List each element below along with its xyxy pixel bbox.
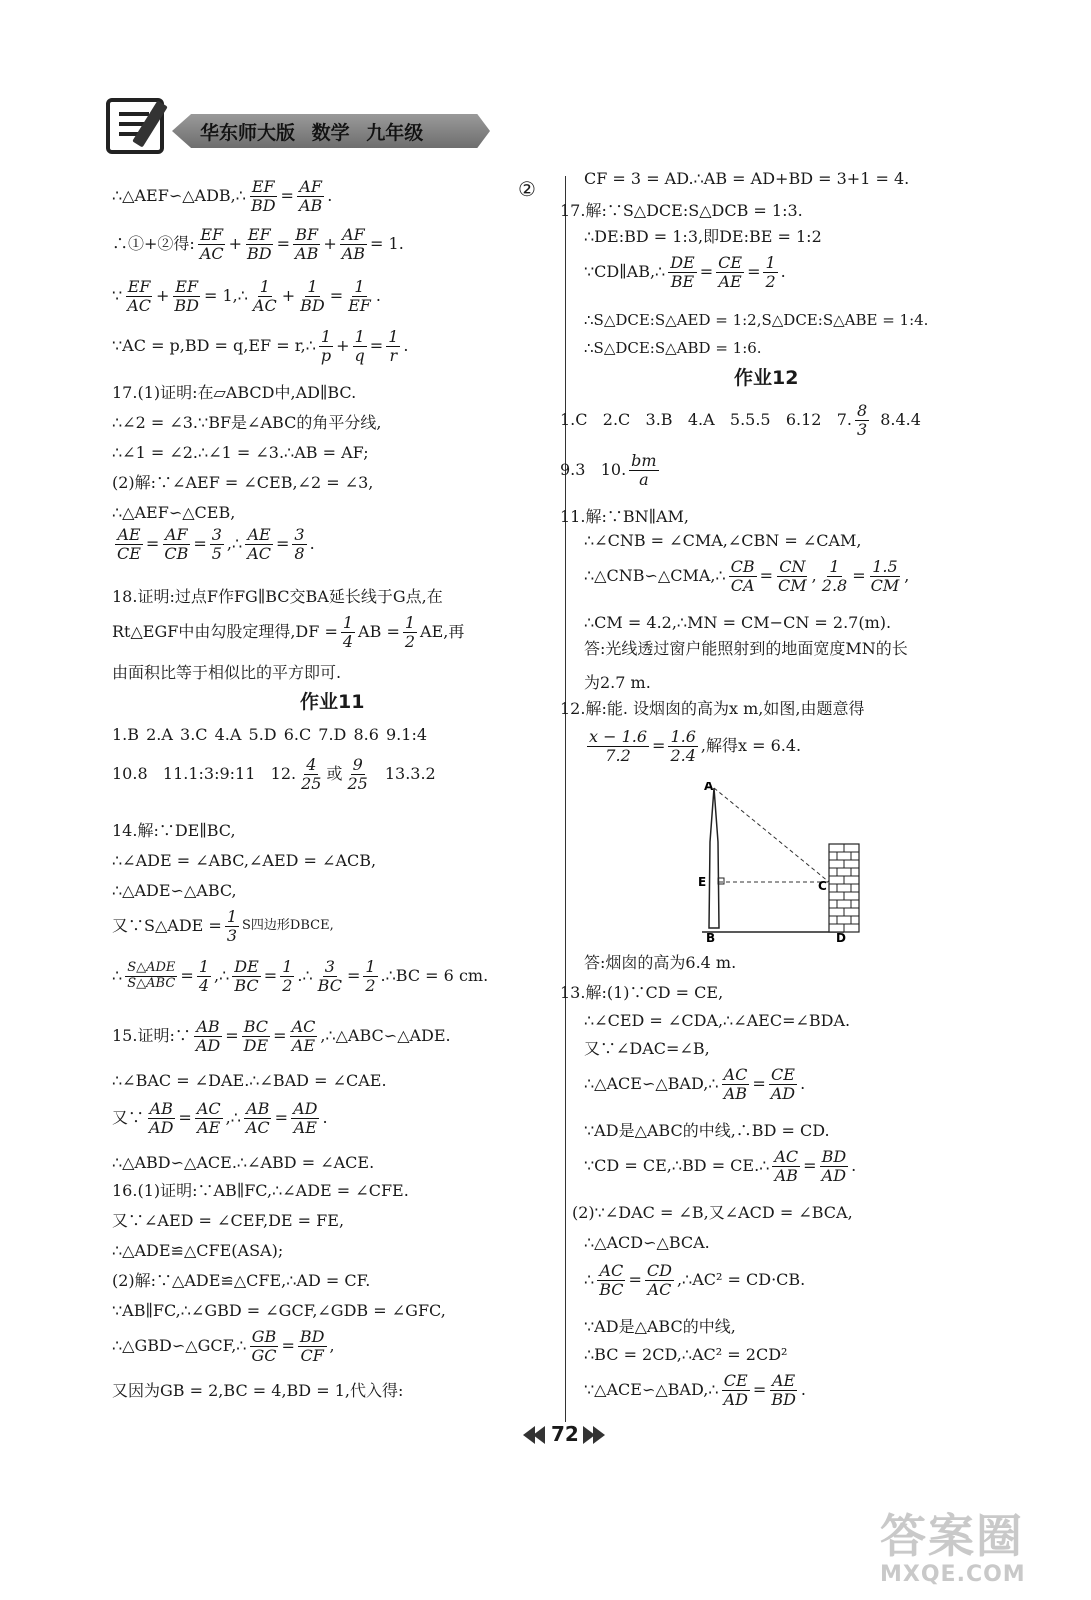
text-line: $\frac{x - 1.6}{7.2}$ = $\frac{1.6}{2.4}$ ,解得x = 6.4.: [589, 727, 802, 765]
fraction: $\frac{EF}{AC}$: [127, 277, 151, 315]
text-line: 答:光线透过窗户能照射到的地面宽度MN的长: [584, 639, 908, 658]
page-number-text: 72: [551, 1422, 579, 1446]
fraction: $\frac{BD}{AD}$: [821, 1147, 847, 1185]
text-line: ∴△ABD∽△ACE.∴∠ABD = ∠ACE.: [112, 1153, 375, 1172]
fraction: $\frac{EF}{AC}$: [199, 225, 224, 263]
text-line: ∴BC = 2CD,∴AC² = 2CD²: [584, 1345, 788, 1364]
fraction: $\frac{1}{4}$: [342, 613, 354, 651]
fraction: $\frac{AB}{AD}$: [149, 1099, 174, 1137]
text-line: 11.解:∵BN∥AM,: [560, 507, 690, 526]
text-line: ∴△ADE∽△ABC,: [112, 881, 237, 900]
fraction: $\frac{BC}{DE}$: [243, 1017, 269, 1055]
text-line: ∴△CNB∽△CMA,∴ $\frac{CB}{CA}$ = $\frac{CN}{CM}$ , $\frac{1}{2.8}$ = $\frac{1.5}{CM}$ ,: [584, 557, 910, 595]
equation-marker: ②: [518, 177, 536, 201]
fraction: $\frac{CE}{AD}$: [723, 1371, 748, 1409]
label-c: C: [818, 879, 827, 893]
text-line: 又∵∠DAC=∠B,: [584, 1039, 710, 1058]
fraction: $\frac{1}{4}$: [198, 957, 209, 995]
page-header: [100, 92, 500, 162]
text-line: ∴△AEF∽△ADB,∴ $\frac{EF}{BD}$ = $\frac{AF}{AB}$ .: [112, 177, 333, 215]
text-line: ∴∠2 = ∠3.∵BF是∠ABC的角平分线,: [112, 413, 382, 432]
label-e: E: [698, 875, 707, 889]
fraction: $\frac{9}{25}$: [347, 755, 368, 793]
text-line: ∴∠BAC = ∠DAE.∴∠BAD = ∠CAE.: [112, 1071, 387, 1090]
text-line: ∴△AEF∽△CEB,: [112, 503, 236, 522]
text-line: ∵△ACE∽△BAD,∴ $\frac{CE}{AD}$ = $\frac{AE}{BD}$ .: [584, 1371, 806, 1409]
fraction: $\frac{DE}{BE}$: [670, 253, 695, 291]
fraction: $\frac{1.5}{CM}$: [870, 557, 900, 595]
fraction: $\frac{1}{AC}$: [252, 277, 277, 315]
fraction: $\frac{1}{2}$: [765, 253, 776, 291]
text-line: ∵ $\frac{EF}{AC}$ + $\frac{EF}{BD}$ = 1,∴ $\frac{1}{AC}$ + $\frac{1}{BD}$ = $\frac{1}{EF}$ .: [112, 277, 381, 315]
fraction: $\frac{EF}{BD}$: [250, 177, 276, 215]
brick-wall: [829, 844, 859, 932]
fraction: $\frac{1}{p}$: [320, 327, 332, 365]
text-line: ∴∠CED = ∠CDA,∴∠AEC=∠BDA.: [584, 1011, 851, 1030]
text-line: ∵AC = p,BD = q,EF = r,∴ $\frac{1}{p}$ + $\frac{1}{q}$ = $\frac{1}{r}$ .: [112, 327, 409, 365]
text-line: 16.(1)证明:∵AB∥FC,∴∠ADE = ∠CFE.: [112, 1181, 409, 1200]
subject-name: 数学: [311, 122, 350, 144]
fraction: $\frac{AF}{CB}$: [164, 525, 189, 563]
fraction: $\frac{x - 1.6}{7.2}$: [589, 727, 648, 765]
watermark-url: MXQE.COM: [880, 1562, 1026, 1587]
fraction: $\frac{8}{3}$: [857, 401, 868, 439]
text-line: 又因为GB = 2,BC = 4,BD = 1,代入得:: [112, 1381, 404, 1400]
text-line: ∴△GBD∽△GCF,∴ $\frac{GB}{GC}$ = $\frac{BD}{CF}$ ,: [112, 1327, 335, 1365]
label-b: B: [706, 931, 716, 942]
text-line: 又∵∠AED = ∠CEF,DE = FE,: [112, 1211, 345, 1230]
fraction: $\frac{\text{S△ADE}}{\text{S△ABC}}$: [127, 960, 176, 991]
fraction: $\frac{AF}{AB}$: [298, 177, 323, 215]
fraction: $\frac{1.6}{2.4}$: [670, 727, 696, 765]
text-line: ∴∠1 = ∠2.∴∠1 = ∠3.∴AB = AF;: [112, 443, 369, 462]
sight-line: [714, 788, 829, 882]
fraction: $\frac{DE}{BC}$: [234, 957, 259, 995]
left-arrow-icon: [533, 1426, 545, 1444]
fraction: $\frac{CD}{AC}$: [646, 1261, 672, 1299]
text-line: ∴①+②得: $\frac{EF}{AC}$ + $\frac{EF}{BD}$ = $\frac{BF}{AB}$ + $\frac{AF}{AB}$ = 1.: [112, 225, 404, 263]
watermark-title: 答案圈: [880, 1509, 1024, 1563]
fraction: $\frac{AC}{AE}$: [196, 1099, 221, 1137]
text-line: $\frac{AE}{CE}$ = $\frac{AF}{CB}$ = $\frac{3}{5}$ ,∴ $\frac{AE}{AC}$ = $\frac{3}{8}$ .: [117, 525, 315, 563]
text-line: ∴△ACE∽△BAD,∴ $\frac{AC}{AB}$ = $\frac{CE}{AD}$ .: [584, 1065, 806, 1103]
fraction: $\frac{GB}{GC}$: [251, 1327, 277, 1365]
text-line: 为2.7 m.: [584, 673, 651, 692]
text-line: ∴DE:BD = 1:3,即DE:BE = 1:2: [584, 227, 822, 246]
fraction: $\frac{1}{r}$: [388, 327, 399, 365]
watermark-logo: [880, 1500, 1080, 1592]
fraction: $\frac{CE}{AD}$: [770, 1065, 796, 1103]
chimney-shape: [709, 788, 719, 928]
text-line: 17.解:∵S△DCE:S△DCB = 1:3.: [560, 201, 803, 220]
text-line: 答:烟囱的高为6.4 m.: [584, 953, 737, 972]
text-line: ∴△ADE≌△CFE(ASA);: [112, 1241, 284, 1260]
fraction: $\frac{AB}{AC}$: [245, 1099, 270, 1137]
answer-line: 9.3 10. $\frac{bm}{a}$: [560, 451, 657, 489]
text-line: ∴S△DCE:S△AED = 1:2,S△DCE:S△ABE = 1:4.: [584, 311, 929, 329]
text-line: ∵CD∥AB,∴ $\frac{DE}{BE}$ = $\frac{CE}{AE}$ = $\frac{1}{2}$ .: [584, 253, 786, 291]
text-line: 15.证明:∵ $\frac{AB}{AD}$ = $\frac{BC}{DE}$ = $\frac{AC}{AE}$ ,∴△ABC∽△ADE.: [112, 1017, 451, 1055]
text-line: (2)解:∵△ADE≌△CFE,∴AD = CF.: [112, 1271, 371, 1290]
text-line: ∴S△DCE:S△ABD = 1:6.: [584, 339, 762, 357]
fraction: $\frac{AD}{AE}$: [293, 1099, 318, 1137]
fraction: $\frac{1}{2}$: [365, 957, 376, 995]
header-title: [200, 118, 423, 145]
fraction: $\frac{bm}{a}$: [631, 451, 657, 489]
text-line: CF = 3 = AD.∴AB = AD+BD = 3+1 = 4.: [584, 169, 910, 188]
right-arrow-icon: [593, 1426, 605, 1444]
fraction: $\frac{1}{q}$: [354, 327, 365, 365]
fraction: $\frac{3}{BC}$: [317, 957, 342, 995]
fraction: $\frac{BF}{AB}$: [295, 225, 319, 263]
section-title: 作业11: [300, 691, 365, 713]
page-number: [521, 1420, 611, 1450]
text-line: ∵AD是△ABC的中线,: [584, 1317, 736, 1336]
text-line: 13.解:(1)∵CD = CE,: [560, 983, 724, 1002]
text-line: ∴CM = 4.2,∴MN = CM−CN = 2.7(m).: [584, 613, 892, 632]
fraction: $\frac{AE}{BD}$: [771, 1371, 796, 1409]
fraction: $\frac{3}{5}$: [211, 525, 222, 563]
text-line: ∴∠ADE = ∠ABC,∠AED = ∠ACB,: [112, 851, 377, 870]
fraction: $\frac{1}{2}$: [282, 957, 293, 995]
text-line: ∴△ACD∽△BCA.: [584, 1233, 710, 1252]
text-line: ∵CD = CE,∴BD = CE.∴ $\frac{AC}{AB}$ = $\frac{BD}{AD}$ .: [584, 1147, 857, 1185]
text-line: 又∵ $\frac{AB}{AD}$ = $\frac{AC}{AE}$ ,∴ $\frac{AB}{AC}$ = $\frac{AD}{AE}$ .: [112, 1099, 328, 1137]
fraction: $\frac{1}{BD}$: [300, 277, 325, 315]
text-line: ∵AD是△ABC的中线,∴BD = CD.: [584, 1121, 830, 1140]
column-divider: [565, 176, 566, 1422]
text-line: 17.(1)证明:在▱ABCD中,AD∥BC.: [112, 383, 357, 402]
fraction: $\frac{CN}{CM}$: [778, 557, 807, 595]
label-d: D: [836, 931, 846, 942]
chimney-figure: [694, 782, 884, 942]
text-line: 由面积比等于相似比的平方即可.: [112, 663, 342, 682]
section-title: 作业12: [734, 367, 799, 389]
fraction: $\frac{1}{EF}$: [348, 277, 371, 315]
text-line: 18.证明:过点F作FG∥BC交BA延长线于G点,在: [112, 587, 443, 606]
fraction: $\frac{1}{2}$: [404, 613, 416, 651]
text-line: ∴∠CNB = ∠CMA,∠CBN = ∠CAM,: [584, 531, 862, 550]
text-line: 又∵S△ADE = $\frac{1}{3}$ S四边形DBCE,: [112, 907, 334, 945]
fraction: $\frac{CE}{AE}$: [718, 253, 743, 291]
text-line: 12.解:能. 设烟囱的高为x m,如图,由题意得: [560, 699, 865, 718]
fraction: $\frac{EF}{BD}$: [174, 277, 199, 315]
fraction: $\frac{AC}{AE}$: [291, 1017, 316, 1055]
text-line: ∵AB∥FC,∴∠GBD = ∠GCF,∠GDB = ∠GFC,: [112, 1301, 446, 1320]
text-line: ∴ $\frac{AC}{BC}$ = $\frac{CD}{AC}$ ,∴AC² = CD·CB.: [584, 1261, 806, 1299]
fraction: $\frac{AF}{AB}$: [341, 225, 366, 263]
text-line: ∴ $\frac{\text{S△ADE}}{\text{S△ABC}}$ = $\frac{1}{4}$ ,∴ $\frac{DE}{BC}$ = $\frac{1}{2}$ .∴ $\frac{3}{BC}$ = $\frac{1}{2}$ .∴BC = 6 cm.: [112, 957, 489, 995]
answer-line: 1.B 2.A 3.C 4.A 5.D 6.C 7.D 8.6 9.1:4: [112, 725, 428, 744]
text-line: 14.解:∵DE∥BC,: [112, 821, 236, 840]
fraction: $\frac{AE}{CE}$: [117, 525, 141, 563]
fraction: $\frac{AE}{AC}$: [247, 525, 271, 563]
fraction: $\frac{AB}{AD}$: [195, 1017, 221, 1055]
fraction: $\frac{CB}{CA}$: [730, 557, 755, 595]
fraction: $\frac{BD}{CF}$: [299, 1327, 325, 1365]
text-line: Rt△EGF中由勾股定理得,DF = $\frac{1}{4}$ AB = $\frac{1}{2}$ AE,再: [112, 613, 465, 651]
answer-line: 1.C 2.C 3.B 4.A 5.5.5 6.12 7. $\frac{8}{3}$ 8.4.4: [560, 401, 921, 439]
label-a: A: [704, 782, 714, 793]
answer-line: 10.8 11.1:3:9:11 12. $\frac{4}{25}$ 或 $\frac{9}{25}$ 13.3.2: [112, 755, 436, 793]
fraction: $\frac{EF}{BD}$: [247, 225, 272, 263]
fraction: $\frac{1}{3}$: [226, 907, 238, 945]
fraction: $\frac{AC}{AB}$: [774, 1147, 799, 1185]
fraction: $\frac{1}{2.8}$: [821, 557, 848, 595]
line-text: ∴△AEF∽△ADB,∴: [112, 185, 246, 205]
series-name: 华东师大版: [200, 122, 296, 144]
fraction: $\frac{4}{25}$: [301, 755, 322, 793]
fraction: $\frac{AC}{AB}$: [723, 1065, 748, 1103]
fraction: $\frac{3}{8}$: [294, 525, 305, 563]
text-line: (2)解:∵∠AEF = ∠CEB,∠2 = ∠3,: [112, 473, 374, 492]
text-line: (2)∵∠DAC = ∠B,又∠ACD = ∠BCA,: [572, 1203, 853, 1222]
grade-name: 九年级: [366, 122, 424, 144]
fraction: $\frac{AC}{BC}$: [599, 1261, 624, 1299]
